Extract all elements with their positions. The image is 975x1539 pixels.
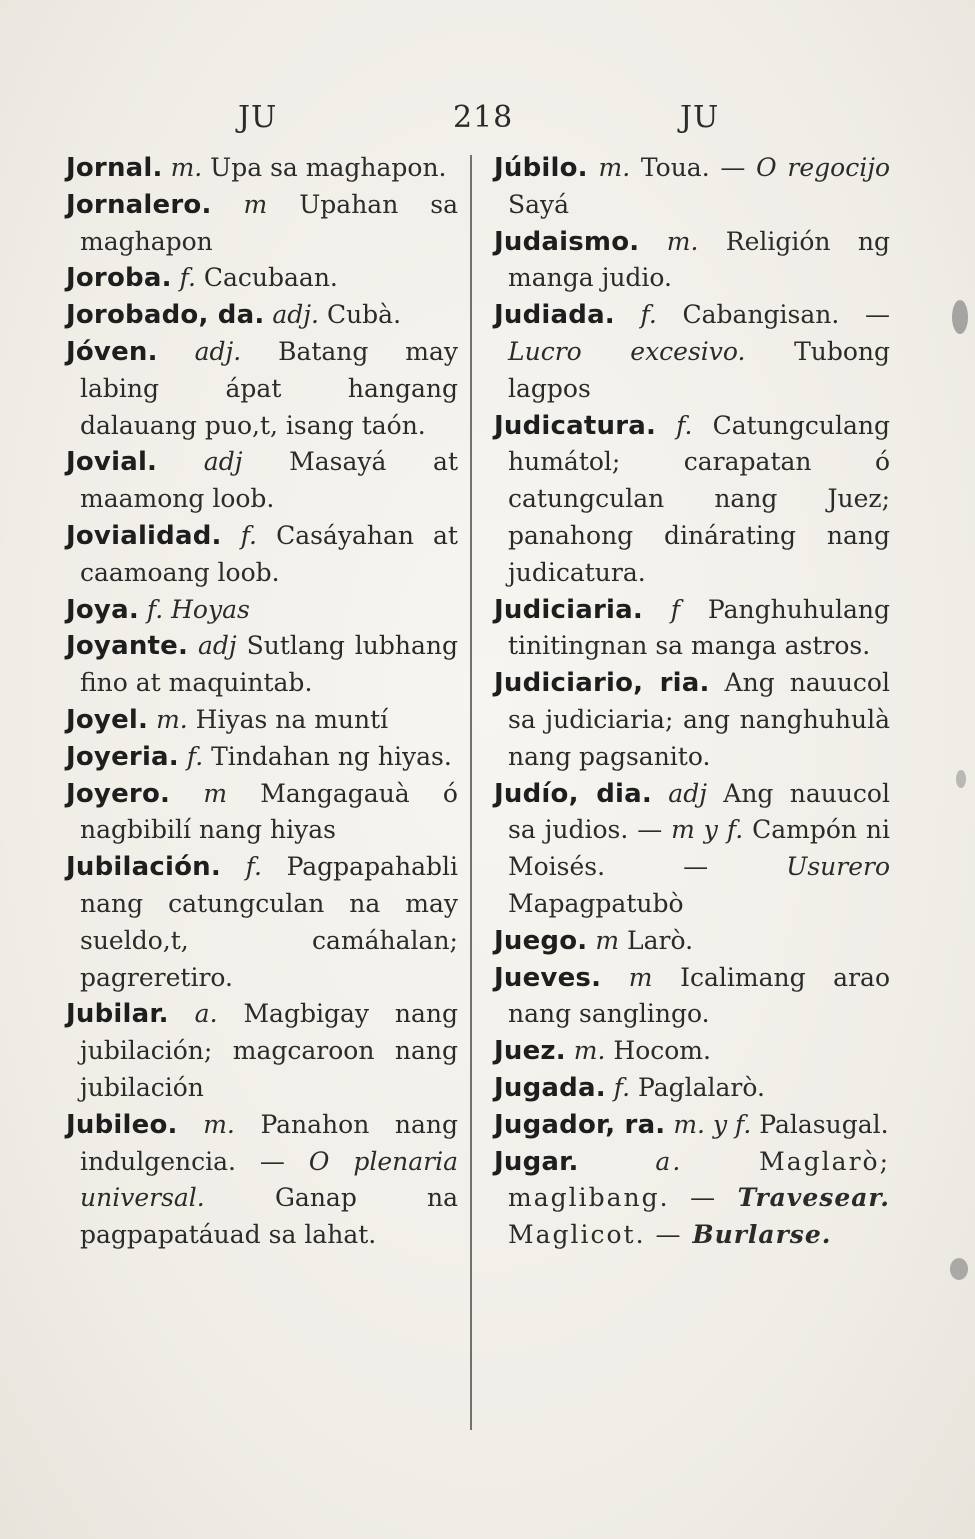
dictionary-entry	[494, 224, 890, 298]
definition: Cabangisan. —	[682, 300, 890, 330]
headword: Jorobado, da.	[66, 300, 265, 331]
headword: Jugada.	[494, 1072, 606, 1103]
dictionary-entry	[66, 776, 458, 850]
dictionary-entry	[494, 776, 890, 923]
definition: Pagpapahabli nang catungculan na may sueldo,t, camáhalan; pagreretiro.	[80, 852, 458, 992]
headword: Júbilo.	[494, 153, 588, 183]
right-column	[494, 150, 890, 1254]
header-right-guide: JU	[680, 100, 720, 135]
definition-continued-2: Mapagpatubò	[508, 888, 684, 918]
sub-entry: m y f.	[671, 815, 744, 845]
dictionary-entry	[66, 297, 458, 334]
definition: Tindahan ng hiyas.	[211, 741, 452, 771]
grammar-label: f.	[179, 263, 196, 293]
dictionary-entry	[66, 444, 458, 518]
dictionary-entry	[66, 518, 458, 592]
grammar-label: f.	[640, 300, 657, 330]
grammar-label: adj	[198, 631, 237, 661]
dictionary-entry	[494, 923, 890, 960]
dictionary-entry	[66, 1107, 458, 1254]
grammar-label: f.	[240, 520, 257, 550]
headword: Jugador, ra.	[494, 1109, 666, 1140]
dictionary-entry	[66, 628, 458, 702]
definition: Ang nauucol sa judios. —	[508, 778, 890, 845]
headword: Joyeria.	[66, 741, 179, 772]
definition: Panahon nang indulgencia. —	[80, 1109, 458, 1176]
definition: Paglalarò.	[638, 1072, 765, 1102]
scan-smudge	[956, 770, 966, 788]
sub-entry: O regocijo	[756, 153, 890, 182]
definition-continued: Campón ni Moisés. —	[508, 815, 890, 882]
grammar-label: adj	[668, 778, 707, 808]
dictionary-entry	[66, 334, 458, 444]
definition: Ang nauucol sa judiciaria; ang nanghuhulà nang pagsanito.	[508, 668, 890, 771]
left-column	[66, 150, 458, 1254]
dictionary-entry	[66, 260, 458, 297]
sub-entry-2: Burlarse.	[692, 1220, 832, 1250]
dictionary-entry	[66, 592, 458, 629]
headword: Judiciario, ria.	[494, 668, 710, 699]
sub-entry: Lucro excesivo.	[508, 336, 746, 366]
dictionary-entry	[494, 960, 890, 1034]
headword: Jubilación.	[66, 852, 221, 883]
headword: Jornal.	[66, 153, 163, 183]
headword: Joyel.	[66, 704, 149, 735]
scan-smudge	[950, 1258, 968, 1280]
header-left-guide: JU	[238, 100, 278, 135]
headword: Jovial.	[66, 447, 158, 478]
definition: Batang may labing ápat hangang dalauang puo,t, isang taón.	[80, 336, 459, 440]
headword: Jueves.	[494, 962, 602, 993]
definition: Maglarò; maglibang. —	[508, 1146, 890, 1213]
definition-continued: Sayá	[508, 189, 570, 219]
grammar-label: adj.	[194, 336, 242, 366]
running-head	[0, 100, 975, 140]
dictionary-entry	[494, 408, 890, 592]
dictionary-entry	[494, 297, 890, 407]
headword: Joyante.	[66, 631, 189, 662]
grammar-label: adj.	[272, 300, 319, 330]
headword: Judicatura.	[494, 410, 657, 441]
grammar-label: a.	[194, 999, 218, 1029]
headword: Jugar.	[494, 1146, 579, 1177]
dictionary-entry	[66, 996, 458, 1106]
grammar-label: adj	[203, 447, 243, 477]
definition-continued: Ganap na pagpapatáuad sa lahat.	[80, 1183, 459, 1250]
definition: Sutlang lubhang fino at maquintab.	[80, 631, 459, 698]
definition: Cubà.	[326, 300, 402, 330]
headword: Jubilar.	[66, 999, 169, 1030]
headword: Jubileo.	[66, 1109, 178, 1140]
grammar-label: f	[670, 594, 681, 624]
column-divider	[470, 155, 472, 1430]
definition: Larò.	[627, 925, 694, 955]
grammar-label: f.	[676, 410, 693, 440]
definition: Upahan sa maghapon	[80, 189, 459, 256]
grammar-label: f.	[146, 594, 164, 624]
dictionary-entry	[494, 150, 890, 224]
grammar-label: m.	[203, 1109, 235, 1139]
grammar-label: m.	[573, 1036, 606, 1066]
definition: Catungculang humátol; carapatan ó catungculan nang Juez; panahong dinárating nang judicatura.	[508, 410, 891, 587]
page-number: 218	[453, 100, 514, 135]
definition: Panghuhulang tinitingnan sa manga astros.	[508, 594, 891, 661]
headword: Joroba.	[66, 263, 172, 294]
grammar-label: m	[595, 925, 620, 955]
dictionary-entry	[494, 665, 890, 775]
grammar-label: m.	[598, 153, 631, 182]
sub-entry: Travesear.	[737, 1183, 891, 1213]
grammar-label: a.	[655, 1146, 683, 1176]
dictionary-entry	[494, 1033, 890, 1070]
grammar-label: m	[203, 778, 228, 808]
headword: Jornalero.	[66, 189, 212, 220]
dictionary-entry	[66, 849, 458, 996]
grammar-label: m.	[156, 704, 188, 734]
sub-entry: O plenaria universal.	[80, 1146, 458, 1213]
definition-continued: Maglicot. —	[508, 1220, 683, 1250]
definition: Casáyahan at caamoang loob.	[80, 520, 458, 587]
dictionary-entry	[494, 1144, 890, 1254]
sub-entry: Hoyas	[171, 594, 250, 624]
grammar-label: m.	[170, 153, 203, 182]
headword: Jovialidad.	[66, 520, 222, 551]
dictionary-entry	[494, 592, 890, 666]
headword: Juego.	[494, 925, 588, 956]
headword: Judaismo.	[494, 226, 640, 257]
grammar-label: m	[628, 962, 653, 992]
definition: Religión ng manga judio.	[508, 226, 890, 293]
grammar-label: f.	[245, 852, 262, 882]
definition: Hiyas na muntí	[195, 704, 389, 734]
grammar-label: f.	[613, 1072, 631, 1102]
definition: Hocom.	[613, 1036, 711, 1066]
headword: Joya.	[66, 594, 139, 625]
headword: Judiciaria.	[494, 594, 643, 625]
definition: Cacubaan.	[203, 263, 338, 293]
dictionary-entry	[66, 187, 458, 261]
dictionary-entry	[66, 739, 458, 776]
grammar-label: m. y f.	[673, 1109, 752, 1139]
definition: Icalimang arao nang sanglingo.	[508, 962, 890, 1029]
headword: Judiada.	[494, 300, 615, 331]
definition: Magbigay nang jubilación; magcaroon nang jubilación	[80, 999, 458, 1102]
dictionary-entry	[494, 1070, 890, 1107]
definition: Upa sa maghapon.	[210, 153, 447, 182]
headword: Jóven.	[66, 336, 158, 367]
headword: Joyero.	[66, 778, 171, 809]
definition-continued: Tubong lagpos	[508, 336, 890, 403]
sub-entry-2: Usurero	[786, 852, 891, 882]
grammar-label: m.	[666, 226, 699, 256]
grammar-label: m	[243, 189, 268, 219]
definition: Palasugal.	[759, 1109, 889, 1139]
headword: Judío, dia.	[494, 778, 652, 809]
headword: Juez.	[494, 1036, 566, 1067]
definition: Mangagauà ó nagbibilí nang hiyas	[80, 778, 458, 845]
dictionary-entry	[66, 150, 458, 187]
dictionary-entry	[494, 1107, 890, 1144]
grammar-label: f.	[186, 741, 204, 771]
definition: Toua. —	[640, 153, 746, 182]
dictionary-entry	[66, 702, 458, 739]
definition: Masayá at maamong loob.	[80, 447, 458, 514]
scan-smudge	[952, 300, 968, 334]
